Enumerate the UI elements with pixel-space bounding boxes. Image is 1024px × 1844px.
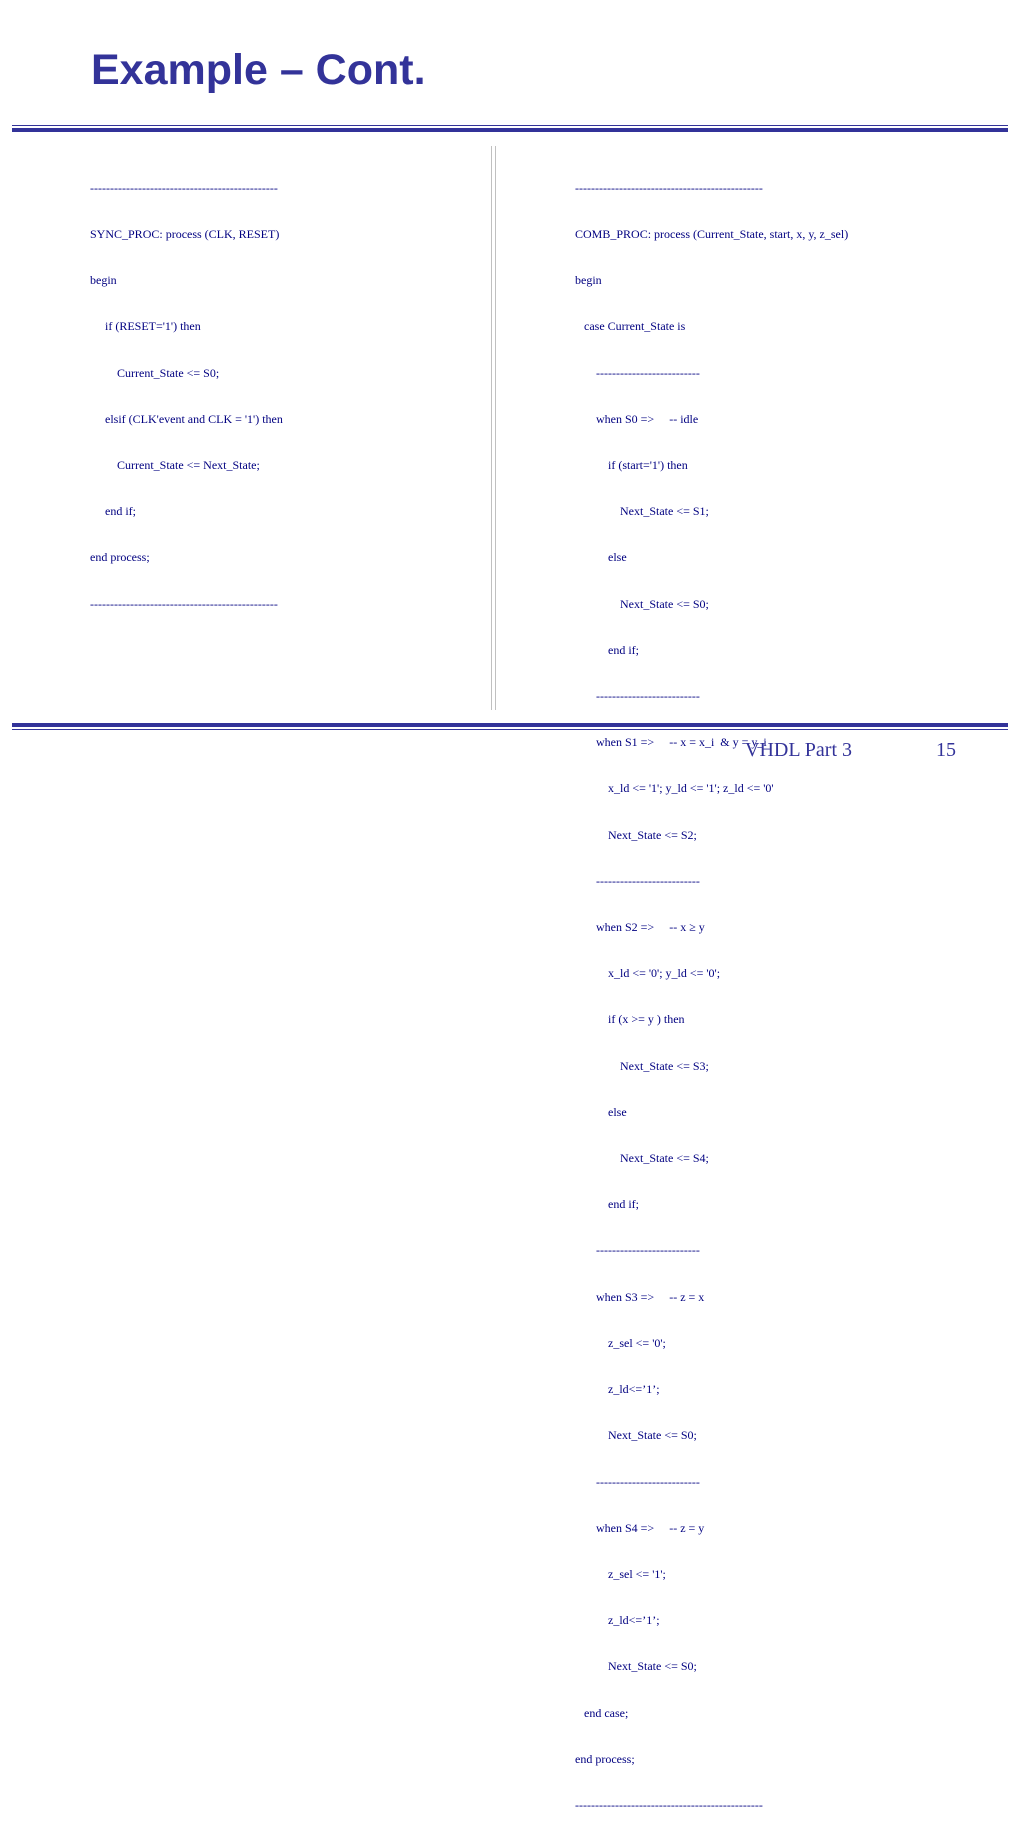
footer-divider-thin <box>12 729 1008 730</box>
code-line: -------------------------- <box>575 365 700 380</box>
code-line: Current_State <= Next_State; <box>90 458 260 473</box>
comb-proc-code-block <box>575 150 848 1844</box>
column-separator-left-line <box>491 146 492 710</box>
code-line: if (start='1') then <box>575 458 688 473</box>
code-line: Current_State <= S0; <box>90 365 220 380</box>
header-divider-thin <box>12 125 1008 126</box>
code-line: Next_State <= S0; <box>575 1659 697 1674</box>
code-line: when S1 => -- x = x_i & y = y_i <box>575 735 767 750</box>
page-number: 15 <box>936 739 956 761</box>
code-line: ----------------------------------------------- <box>90 596 278 611</box>
code-line: Next_State <= S0; <box>575 596 709 611</box>
code-line: Next_State <= S4; <box>575 1151 709 1166</box>
code-line: x_ld <= '1'; y_ld <= '1'; z_ld <= '0' <box>575 781 774 796</box>
code-line: z_ld<=’1’; <box>575 1382 660 1397</box>
footer-title: VHDL Part 3 <box>745 739 853 761</box>
code-line: when S0 => -- idle <box>575 411 699 426</box>
code-line: ----------------------------------------------- <box>575 1797 763 1812</box>
code-line: elsif (CLK'event and CLK = '1') then <box>90 411 283 426</box>
code-line: end if; <box>90 504 136 519</box>
footer-divider-thick <box>12 723 1008 727</box>
code-line: if (x >= y ) then <box>575 1012 685 1027</box>
code-line: if (RESET='1') then <box>90 319 201 334</box>
code-line: Next_State <= S0; <box>575 1428 697 1443</box>
code-line: -------------------------- <box>575 1474 700 1489</box>
code-line: end process; <box>90 550 150 565</box>
code-line: else <box>575 550 627 565</box>
code-line: Next_State <= S3; <box>575 1058 709 1073</box>
code-line: x_ld <= '0'; y_ld <= '0'; <box>575 966 721 981</box>
code-line: end if; <box>575 1197 639 1212</box>
code-line: -------------------------- <box>575 873 700 888</box>
code-line: case Current_State is <box>575 319 686 334</box>
code-line: else <box>575 1104 627 1119</box>
code-line: when S2 => -- x ≥ y <box>575 920 705 935</box>
code-line: ----------------------------------------------- <box>90 180 278 195</box>
code-line: COMB_PROC: process (Current_State, start, x, y, z_sel) <box>575 227 849 242</box>
code-line: ----------------------------------------------- <box>575 180 763 195</box>
code-line: when S3 => -- z = x <box>575 1289 705 1304</box>
code-line: Next_State <= S2; <box>575 827 697 842</box>
code-line: SYNC_PROC: process (CLK, RESET) <box>90 227 280 242</box>
slide-title: Example – Cont. <box>91 46 426 94</box>
code-line: begin <box>575 273 602 288</box>
code-line: end case; <box>575 1705 629 1720</box>
header-divider-thick <box>12 128 1008 132</box>
code-line: z_ld<=’1’; <box>575 1613 660 1628</box>
code-line: -------------------------- <box>575 689 700 704</box>
code-line: end process; <box>575 1751 635 1766</box>
code-line: end if; <box>575 642 639 657</box>
sync-proc-code-block <box>90 150 283 643</box>
column-separator-right-line <box>495 146 496 710</box>
code-line: when S4 => -- z = y <box>575 1520 705 1535</box>
code-line: z_sel <= '1'; <box>575 1566 666 1581</box>
code-line: -------------------------- <box>575 1243 700 1258</box>
code-line: Next_State <= S1; <box>575 504 709 519</box>
code-line: begin <box>90 273 117 288</box>
code-line: z_sel <= '0'; <box>575 1335 666 1350</box>
